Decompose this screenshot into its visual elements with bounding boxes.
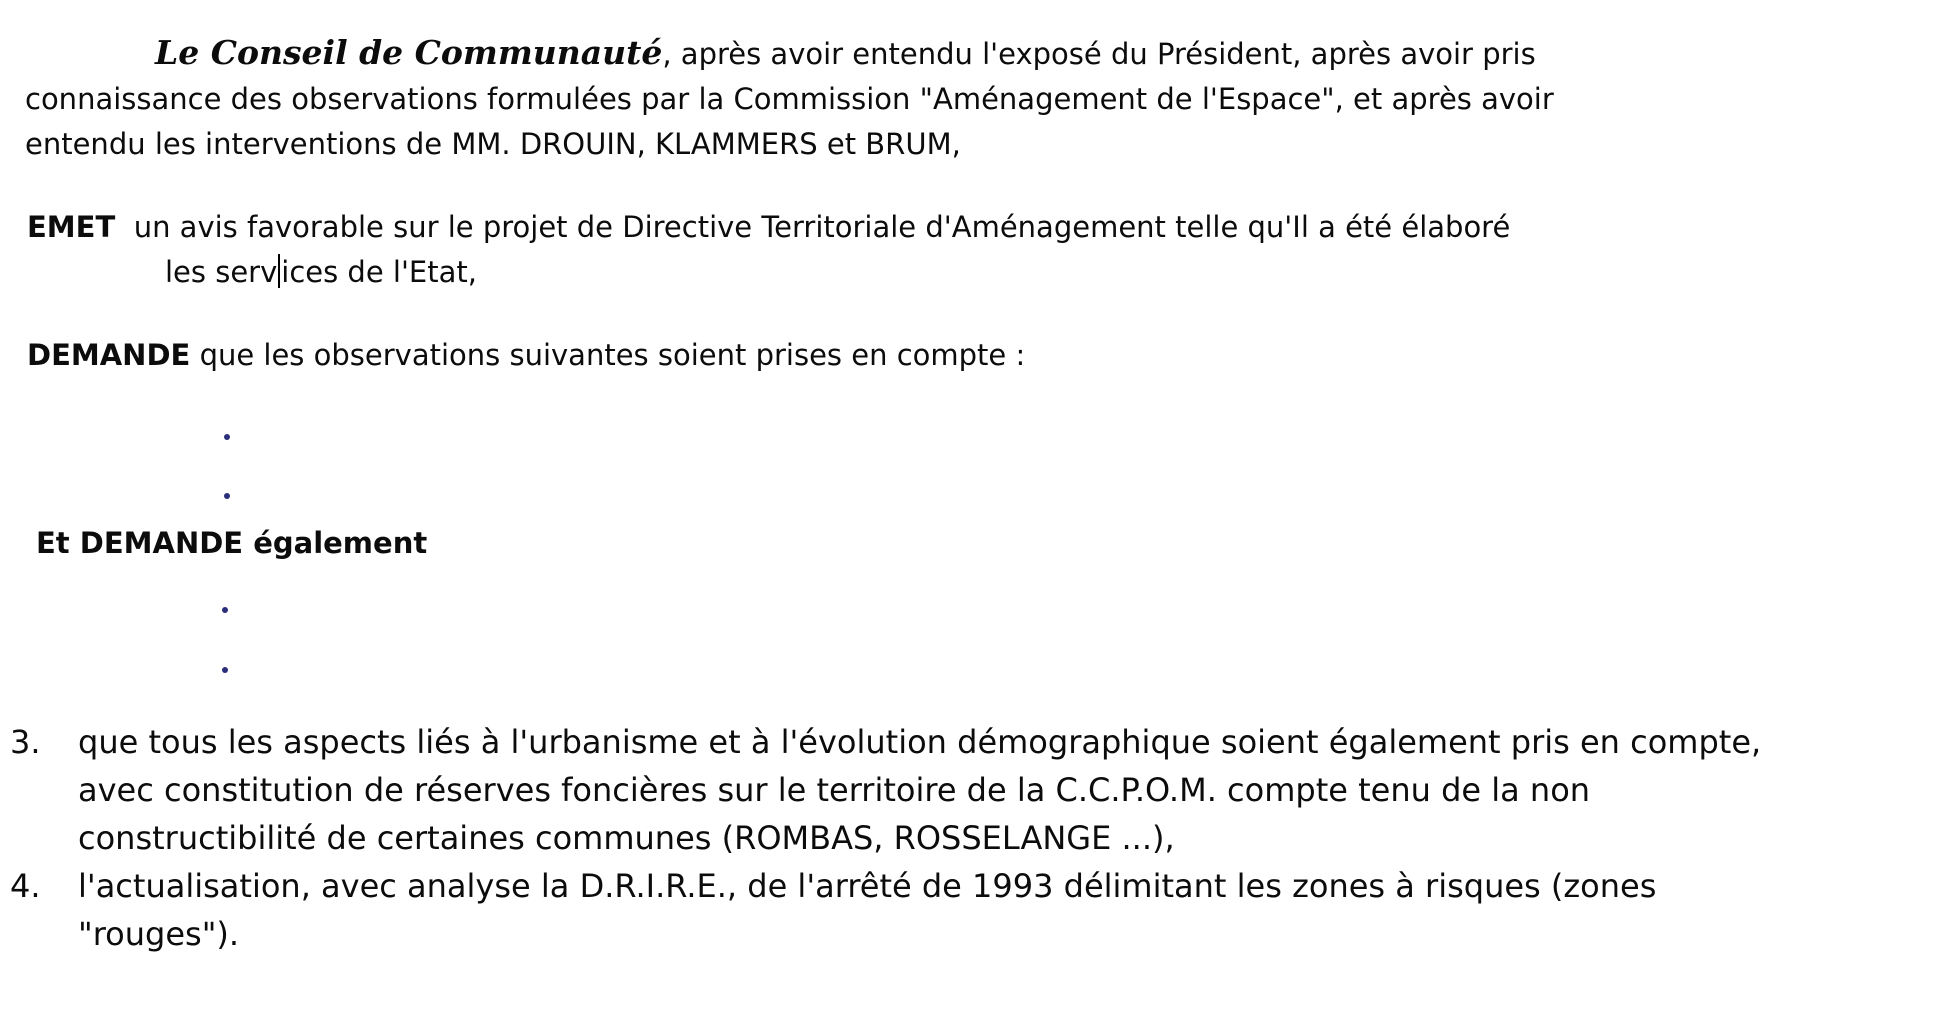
list-item-line: constructibilité de certaines communes (ROMBAS, ROSSELANGE ...),: [78, 819, 1175, 857]
emet-line-2-start: les serv: [165, 255, 278, 289]
list-item-number: 3.: [10, 723, 41, 761]
demande-text: que les observations suivantes soient prises en compte :: [199, 338, 1026, 372]
emet-paragraph: [27, 205, 1510, 295]
intro-line-1: , après avoir entendu l'exposé du Président, après avoir pris: [662, 37, 1536, 71]
emet-line-1: un avis favorable sur le projet de Directive Territoriale d'Aménagement telle qu'Il a été élaboré: [133, 210, 1511, 244]
list-item-line: "rouges").: [78, 915, 240, 953]
list-item-line: que tous les aspects liés à l'urbanisme et à l'évolution démographique soient également pris en compte,: [78, 723, 1762, 761]
list-item: [10, 862, 1761, 958]
intro-paragraph: [25, 30, 1554, 167]
emet-keyword: EMET: [27, 210, 116, 244]
bullet-point: [222, 667, 228, 673]
list-item-number: 4.: [10, 867, 41, 905]
list-item-line: l'actualisation, avec analyse la D.R.I.R.E., de l'arrêté de 1993 délimitant les zones à risques (zones: [78, 867, 1657, 905]
emet-line-2: [165, 250, 1510, 295]
list-item: [10, 718, 1761, 862]
intro-line-2: connaissance des observations formulées par la Commission "Aménagement de l'Espace", et après avoir: [25, 82, 1554, 116]
intro-line-3: entendu les interventions de MM. DROUIN, KLAMMERS et BRUM,: [25, 127, 961, 161]
council-subject: Le Conseil de Communauté: [155, 33, 663, 72]
et-demande-heading: Et DEMANDE également: [36, 526, 428, 560]
bullet-point: [224, 493, 230, 499]
emet-line-2-end: ices de l'Etat,: [281, 255, 477, 289]
numbered-list: [10, 718, 1761, 958]
text-cursor: [278, 254, 280, 288]
list-item-line: avec constitution de réserves foncières sur le territoire de la C.C.P.O.M. compte tenu de la non: [78, 771, 1591, 809]
demande-keyword: DEMANDE: [27, 338, 191, 372]
demande-paragraph: [27, 333, 1025, 378]
bullet-point: [224, 434, 230, 440]
bullet-point: [222, 607, 228, 613]
